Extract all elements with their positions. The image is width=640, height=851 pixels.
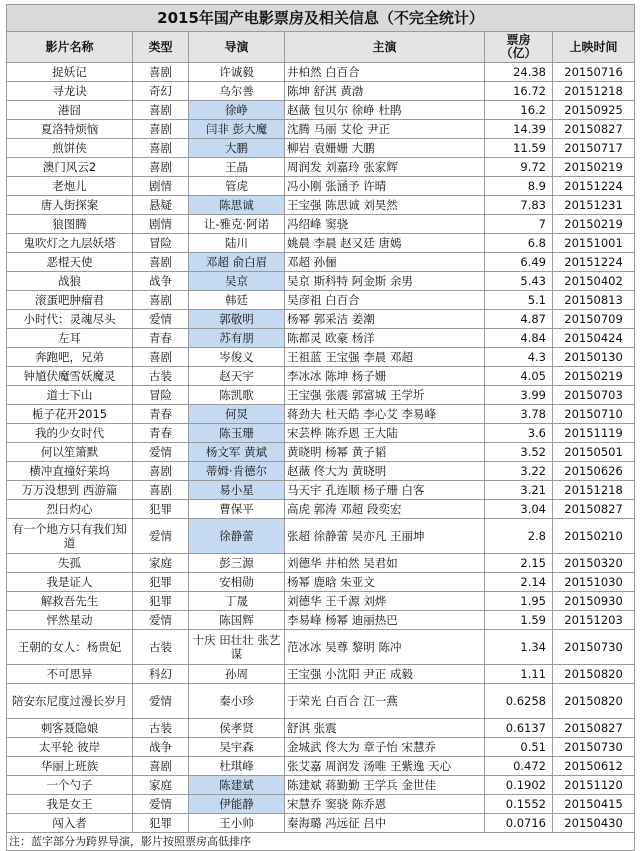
release-date-cell: 20150730 [553,738,635,757]
genre-cell: 爱情 [133,310,189,329]
box-office-cell: 16.2 [485,101,553,120]
box-office-cell: 3.52 [485,443,553,462]
film-name-cell: 烈日灼心 [7,500,133,519]
genre-cell: 爱情 [133,611,189,630]
genre-cell: 喜剧 [133,158,189,177]
box-office-cell: 0.1902 [485,776,553,795]
cast-cell: 刘德华 井柏然 吴君如 [285,554,485,573]
box-office-cell: 14.39 [485,120,553,139]
cast-cell: 吴彦祖 白百合 [285,291,485,310]
cast-cell: 范冰冰 吴尊 黎明 陈冲 [285,630,485,665]
genre-cell: 犯罪 [133,573,189,592]
director-cell: 乌尔善 [189,82,285,101]
release-date-cell: 20150730 [553,630,635,665]
genre-cell: 剧情 [133,177,189,196]
table-row [7,776,635,795]
genre-cell: 科幻 [133,665,189,684]
genre-cell: 家庭 [133,554,189,573]
table-row [7,795,635,814]
genre-cell: 爱情 [133,795,189,814]
genre-cell: 喜剧 [133,757,189,776]
table-row [7,630,635,665]
box-office-cell: 8.9 [485,177,553,196]
box-office-cell: 2.14 [485,573,553,592]
director-cell: 丁晟 [189,592,285,611]
release-date-cell: 20150709 [553,310,635,329]
director-cell: 岑俊义 [189,348,285,367]
box-office-cell: 3.21 [485,481,553,500]
genre-cell: 古装 [133,367,189,386]
box-office-cell: 0.51 [485,738,553,757]
box-office-cell: 7 [485,215,553,234]
release-date-cell: 20151120 [553,776,635,795]
table-row [7,101,635,120]
table-row [7,481,635,500]
director-cell: 曹保平 [189,500,285,519]
box-office-cell: 11.59 [485,139,553,158]
director-cell: 吴京 [189,272,285,291]
table-row [7,367,635,386]
cast-cell: 黄晓明 杨幂 黄子韬 [285,443,485,462]
release-date-cell: 20150612 [553,757,635,776]
release-date-cell: 20150930 [553,592,635,611]
film-name-cell: 唐人街探案 [7,196,133,215]
film-name-cell: 华丽上班族 [7,757,133,776]
cast-cell: 赵薇 佟大为 黄晓明 [285,462,485,481]
cast-cell: 张超 徐静蕾 吴亦凡 王丽坤 [285,519,485,554]
director-cell: 苏有朋 [189,329,285,348]
table-row [7,611,635,630]
table-row [7,719,635,738]
release-date-cell: 20150813 [553,291,635,310]
director-cell: 郭敬明 [189,310,285,329]
cast-cell: 舒淇 张震 [285,719,485,738]
table-row [7,177,635,196]
genre-cell: 犯罪 [133,814,189,833]
genre-cell: 喜剧 [133,120,189,139]
film-name-cell: 澳门风云2 [7,158,133,177]
cast-cell: 王宝强 张震 郭富城 王学圻 [285,386,485,405]
release-date-cell: 20150717 [553,139,635,158]
release-date-cell: 20150430 [553,814,635,833]
genre-cell: 青春 [133,329,189,348]
box-office-cell: 0.1552 [485,795,553,814]
film-name-cell: 不可思异 [7,665,133,684]
box-office-cell: 4.87 [485,310,553,329]
director-cell: 赵天宇 [189,367,285,386]
film-name-cell: 煎饼侠 [7,139,133,158]
table-row [7,519,635,554]
release-date-cell: 20151001 [553,234,635,253]
release-date-cell: 20150130 [553,348,635,367]
table-row [7,63,635,82]
director-cell: 韩廷 [189,291,285,310]
genre-cell: 爱情 [133,443,189,462]
cast-cell: 冯小刚 张涵予 许晴 [285,177,485,196]
table-row [7,665,635,684]
release-date-cell: 20151218 [553,481,635,500]
table-footnote: 注：蓝字部分为跨界导演，影片按照票房高低排序 [7,833,635,851]
genre-cell: 犯罪 [133,592,189,611]
genre-cell: 家庭 [133,776,189,795]
release-date-cell: 20150827 [553,120,635,139]
cast-cell: 赵薇 包贝尔 徐峥 杜鹃 [285,101,485,120]
director-cell: 十庆 田壮壮 张艺谋 [189,630,285,665]
film-name-cell: 我的少女时代 [7,424,133,443]
release-date-cell: 20151218 [553,82,635,101]
director-cell: 许诚毅 [189,63,285,82]
film-name-cell: 恶棍天使 [7,253,133,272]
table-row [7,684,635,719]
cast-cell: 陈都灵 欧豪 杨洋 [285,329,485,348]
director-cell: 杨文军 黄斌 [189,443,285,462]
box-office-cell: 4.05 [485,367,553,386]
genre-cell: 喜剧 [133,63,189,82]
box-office-cell: 2.15 [485,554,553,573]
table-row [7,500,635,519]
release-date-cell: 20151030 [553,573,635,592]
box-office-cell: 0.6137 [485,719,553,738]
director-cell: 伊能静 [189,795,285,814]
release-date-cell: 20150827 [553,500,635,519]
film-name-cell: 奔跑吧，兄弟 [7,348,133,367]
box-office-cell: 1.34 [485,630,553,665]
film-name-cell: 寻龙诀 [7,82,133,101]
genre-cell: 古装 [133,630,189,665]
genre-cell: 冒险 [133,386,189,405]
release-date-cell: 20150320 [553,554,635,573]
film-name-cell: 解救吾先生 [7,592,133,611]
cast-cell: 刘德华 王千源 刘烨 [285,592,485,611]
table-row [7,592,635,611]
table-row [7,139,635,158]
film-name-cell: 一个勺子 [7,776,133,795]
release-date-cell: 20151224 [553,177,635,196]
director-cell: 何炅 [189,405,285,424]
genre-cell: 爱情 [133,684,189,719]
genre-cell: 爱情 [133,519,189,554]
film-name-cell: 怦然星动 [7,611,133,630]
box-office-cell: 3.04 [485,500,553,519]
cast-cell: 冯绍峰 窦骁 [285,215,485,234]
cast-cell: 蒋劲夫 杜天皓 李心艾 李易峰 [285,405,485,424]
director-cell: 陈思诚 [189,196,285,215]
director-cell: 蒂姆·肯德尔 [189,462,285,481]
film-name-cell: 失孤 [7,554,133,573]
box-office-table [6,4,635,851]
director-cell: 陆川 [189,234,285,253]
table-row [7,757,635,776]
director-cell: 杜琪峰 [189,757,285,776]
table-row [7,348,635,367]
header-director: 导演 [189,32,285,63]
film-name-cell: 小时代：灵魂尽头 [7,310,133,329]
release-date-cell: 20150219 [553,215,635,234]
director-cell: 王小帅 [189,814,285,833]
box-office-cell: 6.8 [485,234,553,253]
table-row [7,443,635,462]
cast-cell: 李冰冰 陈坤 杨子姗 [285,367,485,386]
release-date-cell: 20150827 [553,719,635,738]
director-cell: 彭三源 [189,554,285,573]
table-row [7,554,635,573]
cast-cell: 宋芸桦 陈乔恩 王大陆 [285,424,485,443]
box-office-cell: 1.59 [485,611,553,630]
cast-cell: 周润发 刘嘉玲 张家辉 [285,158,485,177]
release-date-cell: 20150820 [553,684,635,719]
box-office-cell: 1.95 [485,592,553,611]
director-cell: 孙周 [189,665,285,684]
cast-cell: 井柏然 白百合 [285,63,485,82]
cast-cell: 邓超 孙俪 [285,253,485,272]
director-cell: 秦小珍 [189,684,285,719]
genre-cell: 喜剧 [133,101,189,120]
cast-cell: 张艾嘉 周润发 汤唯 王紫逸 天心 [285,757,485,776]
film-name-cell: 万万没想到 西游篇 [7,481,133,500]
film-name-cell: 王朝的女人：杨贵妃 [7,630,133,665]
box-office-cell: 3.78 [485,405,553,424]
release-date-cell: 20150210 [553,519,635,554]
director-cell: 管虎 [189,177,285,196]
table-row [7,82,635,101]
film-name-cell: 钟馗伏魔雪妖魔灵 [7,367,133,386]
cast-cell: 王宝强 陈思诚 刘昊然 [285,196,485,215]
release-date-cell: 20150219 [553,158,635,177]
release-date-cell: 20150820 [553,665,635,684]
director-cell: 徐静蕾 [189,519,285,554]
box-office-cell: 5.1 [485,291,553,310]
release-date-cell: 20151224 [553,253,635,272]
table-row [7,234,635,253]
box-office-cell: 2.8 [485,519,553,554]
cast-cell: 陈坤 舒淇 黄渤 [285,82,485,101]
table-row [7,120,635,139]
film-name-cell: 有一个地方只有我们知道 [7,519,133,554]
table-row [7,738,635,757]
cast-cell: 马天宇 孔连顺 杨子珊 白客 [285,481,485,500]
film-name-cell: 陪安东尼度过漫长岁月 [7,684,133,719]
release-date-cell: 20150925 [553,101,635,120]
film-name-cell: 闯入者 [7,814,133,833]
header-box-office: 票房 （亿） [485,32,553,63]
release-date-cell: 20150703 [553,386,635,405]
table-row [7,329,635,348]
box-office-cell: 1.11 [485,665,553,684]
release-date-cell: 20150626 [553,462,635,481]
release-date-cell: 20151203 [553,611,635,630]
box-office-cell: 16.72 [485,82,553,101]
director-cell: 闫非 彭大魔 [189,120,285,139]
film-name-cell: 滚蛋吧肿瘤君 [7,291,133,310]
director-cell: 吴宇森 [189,738,285,757]
table-title: 2015年国产电影票房及相关信息（不完全统计） [7,5,635,32]
film-name-cell: 太平轮 彼岸 [7,738,133,757]
cast-cell: 吴京 斯科特 阿金斯 余男 [285,272,485,291]
box-office-cell: 6.49 [485,253,553,272]
box-office-cell: 4.3 [485,348,553,367]
genre-cell: 喜剧 [133,348,189,367]
film-name-cell: 刺客聂隐娘 [7,719,133,738]
release-date-cell: 20150716 [553,63,635,82]
table-row [7,462,635,481]
director-cell: 陈玉珊 [189,424,285,443]
table-row [7,310,635,329]
table-row [7,272,635,291]
director-cell: 侯孝贤 [189,719,285,738]
cast-cell: 姚晨 李晨 赵又廷 唐嫣 [285,234,485,253]
cast-cell: 于荣光 白百合 江一燕 [285,684,485,719]
genre-cell: 冒险 [133,234,189,253]
header-film-name: 影片名称 [7,32,133,63]
table-row [7,158,635,177]
release-date-cell: 20150710 [553,405,635,424]
cast-cell: 金城武 佟大为 章子怡 宋慧乔 [285,738,485,757]
cast-cell: 李易峰 杨幂 迪丽热巴 [285,611,485,630]
director-cell: 大鹏 [189,139,285,158]
box-office-cell: 24.38 [485,63,553,82]
film-name-cell: 横冲直撞好莱坞 [7,462,133,481]
film-name-cell: 老炮儿 [7,177,133,196]
box-office-cell: 3.22 [485,462,553,481]
genre-cell: 喜剧 [133,253,189,272]
cast-cell: 秦海璐 冯远征 吕中 [285,814,485,833]
release-date-cell: 20150219 [553,367,635,386]
box-office-cell: 0.0716 [485,814,553,833]
header-row [7,32,635,63]
cast-cell: 柳岩 袁姗姗 大鹏 [285,139,485,158]
genre-cell: 喜剧 [133,291,189,310]
table-row [7,405,635,424]
box-office-cell: 9.72 [485,158,553,177]
release-date-cell: 20151231 [553,196,635,215]
header-release-date: 上映时间 [553,32,635,63]
genre-cell: 战争 [133,738,189,757]
table-row [7,215,635,234]
release-date-cell: 20151119 [553,424,635,443]
film-name-cell: 我是女王 [7,795,133,814]
film-name-cell: 何以笙箫默 [7,443,133,462]
release-date-cell: 20150424 [553,329,635,348]
genre-cell: 喜剧 [133,462,189,481]
genre-cell: 剧情 [133,215,189,234]
film-name-cell: 狼图腾 [7,215,133,234]
director-cell: 陈凯歌 [189,386,285,405]
cast-cell: 沈腾 马丽 艾伦 尹正 [285,120,485,139]
cast-cell: 高虎 郭涛 邓超 段奕宏 [285,500,485,519]
table-row [7,573,635,592]
genre-cell: 战争 [133,272,189,291]
box-office-cell: 4.84 [485,329,553,348]
cast-cell: 王宝强 小沈阳 尹正 成毅 [285,665,485,684]
film-name-cell: 战狼 [7,272,133,291]
box-office-cell: 3.6 [485,424,553,443]
cast-cell: 宋慧乔 窦骁 陈乔恩 [285,795,485,814]
table-row [7,291,635,310]
film-name-cell: 栀子花开2015 [7,405,133,424]
director-cell: 陈国辉 [189,611,285,630]
box-office-cell: 3.99 [485,386,553,405]
box-office-cell: 5.43 [485,272,553,291]
genre-cell: 犯罪 [133,500,189,519]
table-row [7,814,635,833]
cast-cell: 陈建斌 蒋勤勤 王学兵 金世佳 [285,776,485,795]
film-name-cell: 捉妖记 [7,63,133,82]
film-name-cell: 夏洛特烦恼 [7,120,133,139]
genre-cell: 悬疑 [133,196,189,215]
release-date-cell: 20150415 [553,795,635,814]
director-cell: 让-雅克·阿诺 [189,215,285,234]
cast-cell: 王祖蓝 王宝强 李晨 邓超 [285,348,485,367]
director-cell: 邓超 俞白眉 [189,253,285,272]
release-date-cell: 20150402 [553,272,635,291]
film-name-cell: 我是证人 [7,573,133,592]
release-date-cell: 20150501 [553,443,635,462]
box-office-cell: 7.83 [485,196,553,215]
cast-cell: 杨幂 郭采洁 姜潮 [285,310,485,329]
director-cell: 徐峥 [189,101,285,120]
table-row [7,253,635,272]
film-name-cell: 左耳 [7,329,133,348]
genre-cell: 喜剧 [133,481,189,500]
header-cast: 主演 [285,32,485,63]
table-row [7,196,635,215]
cast-cell: 杨幂 鹿晗 朱亚文 [285,573,485,592]
genre-cell: 奇幻 [133,82,189,101]
director-cell: 陈建斌 [189,776,285,795]
film-name-cell: 港囧 [7,101,133,120]
box-office-cell: 0.472 [485,757,553,776]
header-genre: 类型 [133,32,189,63]
genre-cell: 青春 [133,405,189,424]
table-row [7,386,635,405]
film-name-cell: 道士下山 [7,386,133,405]
director-cell: 王晶 [189,158,285,177]
box-office-cell: 0.6258 [485,684,553,719]
film-name-cell: 鬼吹灯之九层妖塔 [7,234,133,253]
director-cell: 安相勋 [189,573,285,592]
director-cell: 易小星 [189,481,285,500]
table-row [7,424,635,443]
genre-cell: 古装 [133,719,189,738]
box-office-table-container [6,4,634,851]
genre-cell: 青春 [133,424,189,443]
genre-cell: 喜剧 [133,139,189,158]
